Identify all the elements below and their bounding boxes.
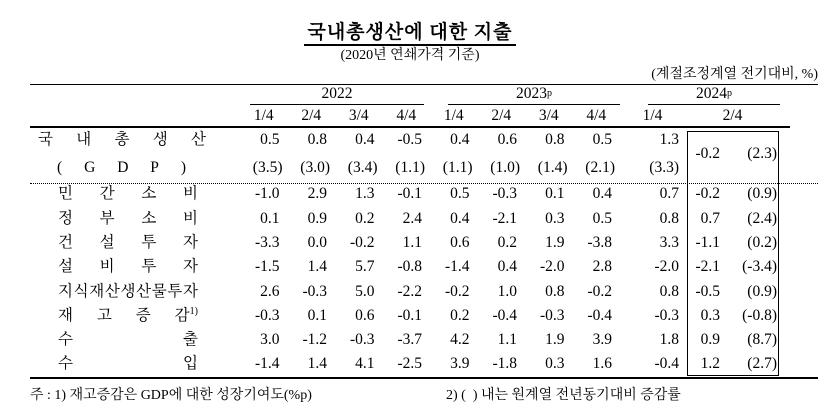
cell-value: -0.3 xyxy=(539,306,565,324)
label-char: P xyxy=(150,159,159,177)
cell-value: 0.6 xyxy=(355,306,375,324)
label-char: 소 xyxy=(141,209,157,227)
label-char: 생 xyxy=(120,282,136,300)
label-char: 소 xyxy=(141,185,157,203)
cell-value: 0.8 xyxy=(545,282,565,300)
box-yoy-value: (2.4) xyxy=(747,209,777,227)
footnote-1: 주 : 1) 재고증감은 GDP에 대한 성장기여도(%p) xyxy=(30,388,312,403)
gdp-yoy-value: (3.5) xyxy=(252,159,283,177)
cell-value: 2.6 xyxy=(260,282,280,300)
box-yoy-value: (-3.4) xyxy=(742,258,777,276)
box-qoq-value: -0.2 xyxy=(695,185,720,203)
year-header-2024: 2024 p xyxy=(648,84,780,105)
cell-value: 2.9 xyxy=(307,185,327,203)
quarter-header: 1/4 xyxy=(443,106,464,124)
cell-value: 0.4 xyxy=(497,258,517,276)
gdp-yoy-value: (1.1) xyxy=(395,159,425,177)
quarter-header: 1/4 xyxy=(253,106,274,124)
cell-value: 1.1 xyxy=(402,233,422,251)
quarter-header: 1/4 xyxy=(642,106,663,124)
cell-value: 3.9 xyxy=(592,331,612,349)
cell-value: -1.4 xyxy=(254,355,280,373)
cell-value: 0.1 xyxy=(307,306,327,324)
gdp-yoy-value: (3.0) xyxy=(300,159,330,177)
box-yoy-value: (2.7) xyxy=(747,355,777,373)
quarter-header: 3/4 xyxy=(348,106,369,124)
label-char: 재 xyxy=(89,282,105,300)
label-char: 간 xyxy=(99,185,115,203)
row-label xyxy=(30,255,240,279)
quarter-header: 3/4 xyxy=(538,106,559,124)
cell-value: 2.8 xyxy=(592,258,612,276)
cell-value: 4.2 xyxy=(450,331,470,349)
cell-value: 3.9 xyxy=(450,355,470,373)
cell-value: -2.1 xyxy=(492,209,517,227)
quarter-header: 2/4 xyxy=(301,106,322,124)
box-yoy-value: (8.7) xyxy=(747,331,777,349)
gdp-yoy-value: (2.1) xyxy=(585,159,615,177)
label-char: 내 xyxy=(76,131,92,149)
label-char: 정 xyxy=(58,209,73,227)
latest-quarter-highlight-box xyxy=(687,131,779,376)
label-char: 부 xyxy=(99,209,115,227)
box-qoq-value: 0.7 xyxy=(700,209,720,227)
cell-value: -0.4 xyxy=(587,306,612,324)
cell-value: -1.4 xyxy=(444,258,470,276)
cell-value: 0.1 xyxy=(260,209,280,227)
cell-value: 1.1 xyxy=(497,331,517,349)
row-label xyxy=(30,206,240,230)
cell-value: 3.0 xyxy=(260,331,280,349)
cell-value: -2.0 xyxy=(539,258,565,276)
gdp-yoy-value: (3.3) xyxy=(649,159,679,177)
gdp-qoq-value: 0.5 xyxy=(592,131,612,149)
label-char: 수 xyxy=(58,331,73,349)
cell-value: 0.3 xyxy=(545,355,565,373)
gdp-yoy-value: (1.4) xyxy=(537,159,568,177)
cell-value: 0.4 xyxy=(592,185,612,203)
label-char: 산 xyxy=(136,282,152,300)
quarter-header: 4/4 xyxy=(586,106,607,124)
gdp-qoq-value: 0.4 xyxy=(355,131,375,149)
row-label xyxy=(30,231,240,255)
row-label xyxy=(30,328,240,352)
row-label xyxy=(30,279,240,303)
cell-value: 0.7 xyxy=(659,185,679,203)
cell-value: -0.3 xyxy=(492,185,517,203)
label-char: 고 xyxy=(96,306,112,324)
cell-value: -1.2 xyxy=(302,331,327,349)
row-label xyxy=(30,303,240,327)
cell-value: 1.0 xyxy=(497,282,517,300)
report-title: 국내총생산에 대한 지출 xyxy=(304,22,515,46)
label-char: 국 xyxy=(38,131,53,149)
unit-note: (계절조정계열 전기대비, %) xyxy=(651,67,818,82)
quarter-header: 2/4 xyxy=(491,106,512,124)
label-char: 산 xyxy=(104,282,120,300)
cell-value: 0.2 xyxy=(497,233,517,251)
cell-value: -0.8 xyxy=(397,258,422,276)
label-char: 출 xyxy=(183,331,198,349)
box-qoq-value: 0.3 xyxy=(700,306,720,324)
gdp-qoq-value: 0.6 xyxy=(497,131,517,149)
cell-value: -2.2 xyxy=(397,282,422,300)
gdp-box-qoq-value: -0.2 xyxy=(695,145,720,163)
label-char: 자 xyxy=(183,258,198,276)
cell-value: 0.3 xyxy=(545,209,565,227)
label-char: 자 xyxy=(183,233,198,251)
label-char: 투 xyxy=(141,233,157,251)
label-char: 재 xyxy=(58,306,73,324)
label-char: 산 xyxy=(191,131,206,149)
box-yoy-value: (0.2) xyxy=(747,233,777,251)
quarter-header: 4/4 xyxy=(396,106,417,124)
cell-value: 1.9 xyxy=(545,233,565,251)
cell-value: 1.4 xyxy=(307,258,327,276)
gdp-qoq-value: 1.3 xyxy=(659,131,679,149)
label-char: D xyxy=(117,159,129,177)
cell-value: 0.5 xyxy=(450,185,470,203)
box-qoq-value: -0.5 xyxy=(695,282,720,300)
cell-value: 0.2 xyxy=(450,306,470,324)
year-header-2022: 2022 xyxy=(250,84,424,105)
cell-value: 4.1 xyxy=(355,355,375,373)
gdp-qoq-value: -0.5 xyxy=(397,131,422,149)
report-subtitle: (2020년 연쇄가격 기준) xyxy=(340,48,480,63)
row-label xyxy=(30,182,240,206)
label-char: 수 xyxy=(58,355,73,373)
cell-value: 1.8 xyxy=(659,331,679,349)
label-char: ( xyxy=(57,159,63,177)
cell-value: -0.2 xyxy=(444,282,470,300)
gdp-yoy-value: (1.1) xyxy=(442,159,473,177)
cell-value: 1.9 xyxy=(545,331,565,349)
cell-value: -0.2 xyxy=(349,233,375,251)
page-title xyxy=(0,17,820,44)
box-qoq-value: 1.2 xyxy=(700,355,720,373)
quarter-header: 2/4 xyxy=(722,106,743,124)
cell-value: 0.1 xyxy=(545,185,565,203)
box-qoq-value: -2.1 xyxy=(695,258,720,276)
label-char: 증 xyxy=(135,306,151,324)
cell-value: 1.6 xyxy=(592,355,612,373)
label-char: 설 xyxy=(58,258,73,276)
cell-value: 3.3 xyxy=(659,233,679,251)
box-yoy-value: (0.9) xyxy=(747,185,777,203)
gdp-expenditure-table xyxy=(30,84,780,377)
row-label-gdp-paren xyxy=(30,154,240,182)
cell-value: -0.4 xyxy=(492,306,517,324)
cell-value: -2.0 xyxy=(654,258,679,276)
label-char: 비 xyxy=(183,209,198,227)
cell-value: -0.3 xyxy=(254,306,280,324)
label-char: 비 xyxy=(99,258,115,276)
label-char: 민 xyxy=(58,185,73,203)
gdp-yoy-value: (3.4) xyxy=(347,159,378,177)
year-header-2023: 2023 p xyxy=(448,84,620,105)
cell-value: -0.1 xyxy=(397,185,422,203)
label-char: ) xyxy=(180,159,186,177)
gdp-box-yoy-value: (2.3) xyxy=(747,145,777,163)
cell-value: -3.3 xyxy=(254,233,280,251)
cell-value: -1.0 xyxy=(254,185,280,203)
cell-value: 0.8 xyxy=(659,282,679,300)
cell-value: -0.1 xyxy=(397,306,422,324)
cell-value: -0.2 xyxy=(587,282,612,300)
cell-value: -2.5 xyxy=(397,355,422,373)
table-bottom-rule xyxy=(30,377,818,379)
label-char: 자 xyxy=(183,282,198,300)
label-char: 식 xyxy=(73,282,89,300)
cell-value: 0.8 xyxy=(659,209,679,227)
cell-value: -0.3 xyxy=(302,282,327,300)
gdp-qoq-value: 0.4 xyxy=(450,131,470,149)
cell-value: 5.0 xyxy=(355,282,375,300)
cell-value: -0.4 xyxy=(654,355,679,373)
cell-value: 0.4 xyxy=(450,209,470,227)
label-char: 투 xyxy=(167,282,183,300)
label-char: 물 xyxy=(151,282,167,300)
gdp-yoy-value: (1.0) xyxy=(490,159,520,177)
cell-value: 0.2 xyxy=(355,209,375,227)
cell-value: -1.5 xyxy=(254,258,280,276)
label-char: 총 xyxy=(114,131,130,149)
box-qoq-value: -1.1 xyxy=(695,233,720,251)
cell-value: -3.7 xyxy=(397,331,422,349)
label-char: 지 xyxy=(58,282,73,300)
row-label-gdp xyxy=(30,126,240,154)
label-char: G xyxy=(84,159,96,177)
cell-value: -0.3 xyxy=(349,331,375,349)
cell-value: 0.0 xyxy=(307,233,327,251)
footnote-2: 2) ( ) 내는 원계열 전년동기대비 증감률 xyxy=(446,388,681,403)
cell-value: 0.9 xyxy=(307,209,327,227)
label-char: 건 xyxy=(58,233,73,251)
label-char: 입 xyxy=(183,355,198,373)
label-char: 감$^{1)}$ xyxy=(174,305,198,324)
cell-value: -3.8 xyxy=(587,233,612,251)
label-char: 비 xyxy=(183,185,198,203)
label-char: 생 xyxy=(152,131,168,149)
label-char: 투 xyxy=(141,258,157,276)
box-yoy-value: (-0.8) xyxy=(742,306,777,324)
cell-value: 2.4 xyxy=(402,209,422,227)
cell-value: 1.3 xyxy=(355,185,375,203)
gdp-qoq-value: 0.5 xyxy=(260,131,280,149)
cell-value: 0.5 xyxy=(592,209,612,227)
box-yoy-value: (0.9) xyxy=(747,282,777,300)
gdp-qoq-value: 0.8 xyxy=(307,131,327,149)
cell-value: 5.7 xyxy=(355,258,375,276)
gdp-qoq-value: 0.8 xyxy=(545,131,565,149)
box-qoq-value: 0.9 xyxy=(700,331,720,349)
cell-value: -0.3 xyxy=(654,306,679,324)
cell-value: 0.6 xyxy=(450,233,470,251)
cell-value: -1.8 xyxy=(492,355,517,373)
cell-value: 1.4 xyxy=(307,355,327,373)
row-label xyxy=(30,352,240,376)
label-char: 설 xyxy=(99,233,115,251)
